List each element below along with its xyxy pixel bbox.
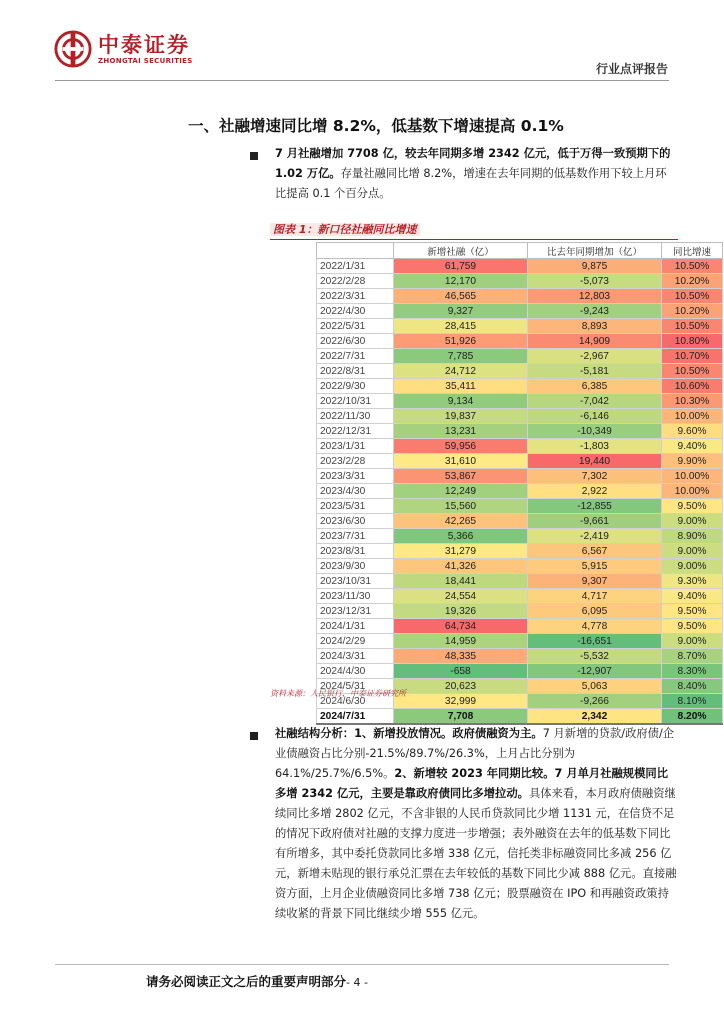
growth-rate-cell: 9.00% — [662, 514, 723, 529]
date-cell: 2023/12/31 — [317, 604, 394, 619]
yoy-change-cell: -2,419 — [528, 529, 662, 544]
new-financing-cell: 13,231 — [394, 424, 528, 439]
new-financing-cell: 53,867 — [394, 469, 528, 484]
new-financing-cell: 64,734 — [394, 619, 528, 634]
date-cell: 2023/5/31 — [317, 499, 394, 514]
date-cell: 2023/4/30 — [317, 484, 394, 499]
date-cell: 2022/7/31 — [317, 349, 394, 364]
date-cell: 2023/2/28 — [317, 454, 394, 469]
new-financing-cell: 14,959 — [394, 634, 528, 649]
table-row — [317, 409, 723, 424]
yoy-change-cell: -1,803 — [528, 439, 662, 454]
report-type: 行业点评报告 — [595, 62, 668, 76]
yoy-change-cell: -5,073 — [528, 274, 662, 289]
yoy-change-cell: 5,063 — [528, 679, 662, 694]
growth-rate-cell: 10.70% — [662, 349, 723, 364]
table-header-1: 新增社融（亿） — [394, 243, 528, 259]
paragraph-structure-analysis — [275, 724, 677, 924]
growth-rate-cell: 10.50% — [662, 259, 723, 274]
new-financing-cell: 32,999 — [394, 694, 528, 709]
growth-rate-cell: 10.60% — [662, 379, 723, 394]
footer-divider — [55, 964, 669, 965]
zhongtai-logo-icon — [54, 30, 92, 68]
yoy-change-cell: -16,651 — [528, 634, 662, 649]
date-cell: 2022/9/30 — [317, 379, 394, 394]
bullet-square-icon — [250, 732, 258, 740]
growth-rate-cell: 10.50% — [662, 289, 723, 304]
table-row — [317, 559, 723, 574]
growth-rate-cell: 10.00% — [662, 409, 723, 424]
new-financing-cell: 12,249 — [394, 484, 528, 499]
table-row — [317, 469, 723, 484]
new-financing-cell: 9,134 — [394, 394, 528, 409]
yoy-change-cell: -5,181 — [528, 364, 662, 379]
table-header-0 — [317, 243, 394, 259]
date-cell: 2023/8/31 — [317, 544, 394, 559]
date-cell: 2023/11/30 — [317, 589, 394, 604]
figure-source: 资料来源：人民银行，中泰证券研究所 — [270, 689, 406, 698]
growth-rate-cell: 8.30% — [662, 664, 723, 679]
growth-rate-cell: 9.90% — [662, 454, 723, 469]
date-cell: 2024/7/31 — [317, 709, 394, 725]
new-financing-cell: 19,837 — [394, 409, 528, 424]
table-row — [317, 304, 723, 319]
table-row — [317, 439, 723, 454]
new-financing-cell: 24,554 — [394, 589, 528, 604]
date-cell: 2022/8/31 — [317, 364, 394, 379]
growth-rate-cell: 10.00% — [662, 484, 723, 499]
analysis-bold-1: 社融结构分析：1、新增投放情况。政府债融资为主。 — [275, 727, 543, 740]
yoy-change-cell: 14,909 — [528, 334, 662, 349]
yoy-change-cell: 9,307 — [528, 574, 662, 589]
yoy-change-cell: 12,803 — [528, 289, 662, 304]
new-financing-cell: 28,415 — [394, 319, 528, 334]
yoy-change-cell: 8,893 — [528, 319, 662, 334]
growth-rate-cell: 10.30% — [662, 394, 723, 409]
new-financing-cell: 51,926 — [394, 334, 528, 349]
growth-rate-cell: 10.50% — [662, 319, 723, 334]
new-financing-cell: 18,441 — [394, 574, 528, 589]
growth-rate-cell: 9.30% — [662, 574, 723, 589]
yoy-change-cell: 9,875 — [528, 259, 662, 274]
date-cell: 2024/3/31 — [317, 649, 394, 664]
section-title: 一、社融增速同比增 8.2%，低基数下增速提高 0.1% — [188, 117, 564, 135]
bullet-square-icon — [250, 152, 258, 160]
date-cell: 2023/10/31 — [317, 574, 394, 589]
yoy-change-cell: -12,855 — [528, 499, 662, 514]
yoy-change-cell: -9,243 — [528, 304, 662, 319]
growth-rate-cell: 8.10% — [662, 694, 723, 709]
yoy-change-cell: 6,567 — [528, 544, 662, 559]
date-cell: 2022/11/30 — [317, 409, 394, 424]
new-financing-cell: 59,956 — [394, 439, 528, 454]
new-financing-cell: 15,560 — [394, 499, 528, 514]
yoy-change-cell: 7,302 — [528, 469, 662, 484]
date-cell: 2024/6/30 — [317, 694, 394, 709]
table-row — [317, 424, 723, 439]
date-cell: 2023/9/30 — [317, 559, 394, 574]
growth-rate-cell: 8.40% — [662, 679, 723, 694]
page-number: - 4 - — [346, 976, 368, 989]
yoy-change-cell: 6,095 — [528, 604, 662, 619]
figure-title: 图表 1：新口径社融同比增速 — [270, 221, 678, 240]
date-cell: 2022/5/31 — [317, 319, 394, 334]
date-cell: 2022/3/31 — [317, 289, 394, 304]
growth-rate-cell: 9.50% — [662, 604, 723, 619]
date-cell: 2022/1/31 — [317, 259, 394, 274]
yoy-change-cell: -9,266 — [528, 694, 662, 709]
date-cell: 2022/2/28 — [317, 274, 394, 289]
new-financing-cell: 35,411 — [394, 379, 528, 394]
date-cell: 2022/12/31 — [317, 424, 394, 439]
new-financing-cell: -658 — [394, 664, 528, 679]
date-cell: 2022/4/30 — [317, 304, 394, 319]
table-row — [317, 259, 723, 274]
date-cell: 2023/6/30 — [317, 514, 394, 529]
new-financing-cell: 20,623 — [394, 679, 528, 694]
growth-rate-cell: 9.50% — [662, 499, 723, 514]
new-financing-cell: 12,170 — [394, 274, 528, 289]
growth-rate-cell: 10.20% — [662, 304, 723, 319]
yoy-change-cell: 6,385 — [528, 379, 662, 394]
date-cell: 2024/5/31 — [317, 679, 394, 694]
new-financing-cell: 7,785 — [394, 349, 528, 364]
table-header-3: 同比增速 — [662, 243, 723, 259]
table-header-2: 比去年同期增加（亿） — [528, 243, 662, 259]
date-cell: 2024/2/29 — [317, 634, 394, 649]
yoy-change-cell: -12,907 — [528, 664, 662, 679]
yoy-change-cell: 4,717 — [528, 589, 662, 604]
new-financing-cell: 24,712 — [394, 364, 528, 379]
new-financing-cell: 31,279 — [394, 544, 528, 559]
yoy-change-cell: 4,778 — [528, 619, 662, 634]
new-financing-cell: 41,326 — [394, 559, 528, 574]
growth-rate-cell: 8.90% — [662, 529, 723, 544]
growth-rate-cell: 9.40% — [662, 589, 723, 604]
table-row — [317, 619, 723, 634]
yoy-change-cell: 2,922 — [528, 484, 662, 499]
header-divider — [55, 80, 669, 81]
date-cell: 2022/10/31 — [317, 394, 394, 409]
footer-disclaimer: 请务必阅读正文之后的重要声明部分 — [146, 974, 347, 989]
company-name-cn: 中泰证券 — [98, 33, 190, 57]
table-row — [317, 289, 723, 304]
yoy-change-cell: -7,042 — [528, 394, 662, 409]
growth-rate-cell: 9.00% — [662, 634, 723, 649]
table-row — [317, 574, 723, 589]
date-cell: 2022/6/30 — [317, 334, 394, 349]
summary-bold: 7 月社融增加 7708 亿，较去年同期多增 2342 亿元，低于万得一致预期下的 1.02 万亿。 — [275, 147, 671, 180]
yoy-change-cell: -6,146 — [528, 409, 662, 424]
growth-rate-cell: 9.00% — [662, 544, 723, 559]
social-financing-table — [316, 242, 723, 725]
table-row — [317, 604, 723, 619]
yoy-change-cell: 19,440 — [528, 454, 662, 469]
analysis-bold-2: 2、新增较 2023 年同期比较。7 月单月社融规模同比多增 2342 亿元，主要是靠政府债同比多增拉动。 — [275, 767, 668, 800]
new-financing-cell: 19,326 — [394, 604, 528, 619]
growth-rate-cell: 10.00% — [662, 469, 723, 484]
new-financing-cell: 5,366 — [394, 529, 528, 544]
new-financing-cell: 42,265 — [394, 514, 528, 529]
company-logo — [54, 30, 193, 68]
table-row — [317, 634, 723, 649]
growth-rate-cell: 8.70% — [662, 649, 723, 664]
growth-rate-cell: 9.50% — [662, 619, 723, 634]
growth-rate-cell: 10.80% — [662, 334, 723, 349]
new-financing-cell: 61,759 — [394, 259, 528, 274]
date-cell: 2023/3/31 — [317, 469, 394, 484]
table-row — [317, 529, 723, 544]
yoy-change-cell: -2,967 — [528, 349, 662, 364]
table-row — [317, 349, 723, 364]
yoy-change-cell: -10,349 — [528, 424, 662, 439]
table-row — [317, 394, 723, 409]
table-row — [317, 334, 723, 349]
new-financing-cell: 46,565 — [394, 289, 528, 304]
table-row — [317, 364, 723, 379]
table-row — [317, 709, 723, 725]
table-row — [317, 454, 723, 469]
table-row — [317, 319, 723, 334]
new-financing-cell: 48,335 — [394, 649, 528, 664]
footer — [146, 972, 368, 990]
table-row — [317, 514, 723, 529]
growth-rate-cell: 9.40% — [662, 439, 723, 454]
growth-rate-cell: 10.20% — [662, 274, 723, 289]
table-row — [317, 499, 723, 514]
yoy-change-cell: 2,342 — [528, 709, 662, 725]
new-financing-cell: 9,327 — [394, 304, 528, 319]
date-cell: 2024/1/31 — [317, 619, 394, 634]
yoy-change-cell: -9,661 — [528, 514, 662, 529]
date-cell: 2024/4/30 — [317, 664, 394, 679]
table-row — [317, 484, 723, 499]
table-row — [317, 664, 723, 679]
yoy-change-cell: 5,915 — [528, 559, 662, 574]
analysis-text-2: 具体来看，本月政府债融资继续同比多增 2802 亿元，不含非银的人民币贷款同比少增 1131 元，在信贷不足的情况下政府债对社融的支撑力度进一步增强；表外融资在去年的低基数下同比有所增多，其中委托贷款同比多增 338 亿元，信托类非标融资同比多减 256 亿元，新增未贴现的银行承兑汇票在去年较低的基数下同比少减 888 亿元。直接融资方面，上月企业债融资同比多增 738 亿元；股票融资在 IPO 和再融资政策持续收紧的背景下同比继续少增 555 亿元。 — [275, 787, 677, 920]
new-financing-cell: 31,610 — [394, 454, 528, 469]
date-cell: 2023/1/31 — [317, 439, 394, 454]
growth-rate-cell: 9.60% — [662, 424, 723, 439]
company-name-en: ZHONGTAI SECURITIES — [98, 57, 193, 65]
growth-rate-cell: 9.00% — [662, 559, 723, 574]
table-row — [317, 379, 723, 394]
table-row — [317, 649, 723, 664]
date-cell: 2023/7/31 — [317, 529, 394, 544]
analysis-text-1: 7 月新增的贷款/政府债/企业债融资占比分别-21.5%/89.7%/26.3%，上月占比分别为 64.1%/25.7%/6.5%。 — [275, 727, 675, 780]
paragraph-summary — [275, 144, 677, 204]
table-row — [317, 589, 723, 604]
growth-rate-cell: 8.20% — [662, 709, 723, 725]
growth-rate-cell: 10.50% — [662, 364, 723, 379]
table-row — [317, 544, 723, 559]
summary-text: 存量社融同比增 8.2%，增速在去年同期的低基数作用下较上月环比提高 0.1 个百分点。 — [275, 167, 667, 200]
new-financing-cell: 7,708 — [394, 709, 528, 725]
yoy-change-cell: -5,532 — [528, 649, 662, 664]
table-row — [317, 274, 723, 289]
